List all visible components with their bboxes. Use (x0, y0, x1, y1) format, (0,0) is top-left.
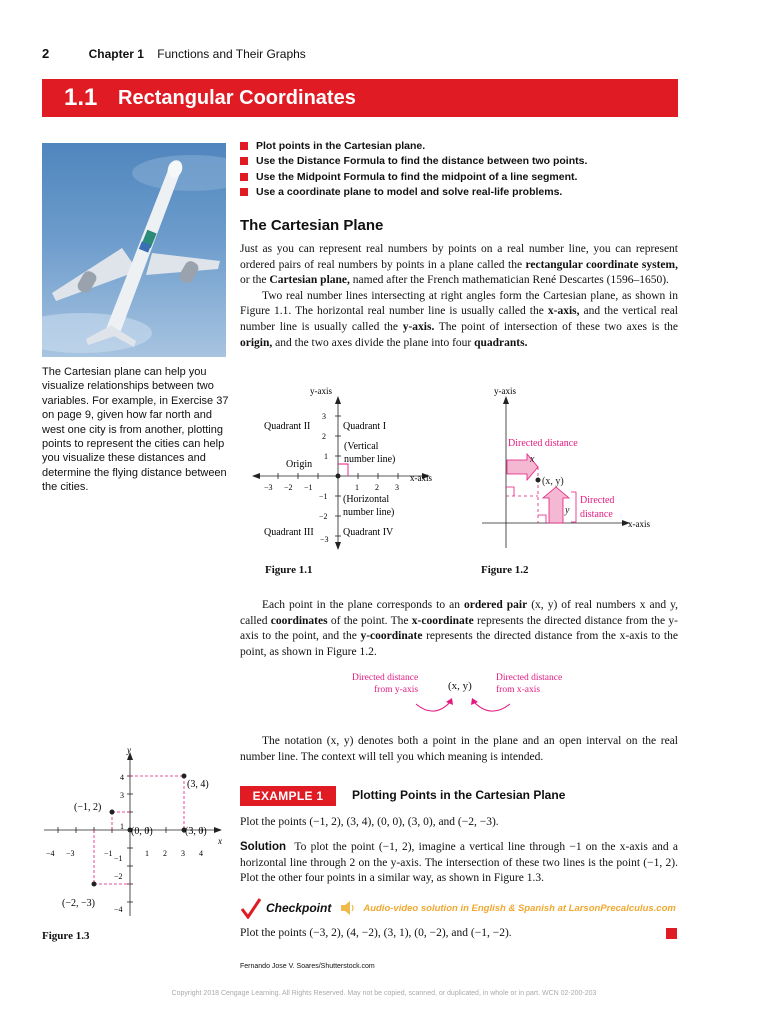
subsection-heading: The Cartesian Plane (240, 217, 384, 234)
figure-1-2-caption: Figure 1.2 (481, 564, 529, 576)
svg-text:4: 4 (199, 849, 203, 858)
svg-text:2: 2 (163, 849, 167, 858)
figure-1-1 (248, 384, 448, 554)
figure-1-3-caption: Figure 1.3 (42, 930, 90, 942)
objective-item: Plot points in the Cartesian plane. (240, 138, 587, 154)
svg-text:−4: −4 (46, 849, 55, 858)
svg-text:−3: −3 (264, 483, 273, 492)
paragraph-3: Each point in the plane corresponds to an ordered pair (x, y) of real numbers x and y, called coordinates of the point. The x-coordinate represents the directed distance from the y-axis to the point, and the y-coordinate represents the directed distance from the x-axis to the point, as shown in Figure 1.2. (240, 599, 679, 658)
svg-text:(3, 0): (3, 0) (185, 826, 207, 837)
point-neg2-neg3 (92, 882, 97, 887)
quadrant-2-label: Quadrant II (264, 421, 311, 432)
objective-item: Use a coordinate plane to model and solve real-life problems. (240, 185, 587, 201)
example-solution: Solution To plot the point (−1, 2), imagine a vertical line through −1 on the x-axis and a horizontal line through 2 on the y-axis. The intersection of these two lines is the point (−1, 2). Plot the other four points in a similar way, as shown in Figure 1.3. (240, 841, 678, 885)
checkpoint-label: Checkpoint (266, 901, 332, 915)
svg-text:x: x (530, 454, 535, 465)
svg-text:−1: −1 (319, 492, 328, 501)
svg-text:−1: −1 (104, 849, 113, 858)
example-badge: EXAMPLE 1 (240, 786, 336, 806)
svg-text:(0, 0): (0, 0) (131, 826, 153, 837)
page-number: 2 (42, 46, 50, 61)
photo-caption: The Cartesian plane can help you visualize relationships between two variables. For example, in Exercise 37 on page 9, given how far north and west one city is from another, plotting points to represent the cities can help you visualize these distances and determine the flying distance between the cities. (42, 366, 229, 494)
svg-text:−3: −3 (320, 535, 329, 544)
fig2-x-axis-label: x-axis (628, 519, 650, 529)
square-bullet-icon (240, 188, 248, 196)
svg-text:−1: −1 (114, 854, 123, 863)
svg-text:1: 1 (145, 849, 149, 858)
svg-text:distance: distance (580, 509, 613, 520)
svg-text:Directed distance: Directed distance (496, 673, 563, 683)
airplane-photo (42, 143, 226, 357)
paragraph-1: Just as you can represent real numbers by points on a real number line, you can represent ordered pairs of real numbers by points in a plane called the rectangular coordinate system, or the Cartesian plane, named after the French mathematician René Descartes (1596–1650). (240, 243, 678, 287)
svg-text:(−2, −3): (−2, −3) (62, 898, 95, 909)
quadrant-3-label: Quadrant III (264, 527, 314, 538)
checkmark-icon (240, 897, 262, 919)
figure-1-2 (474, 384, 674, 554)
svg-text:Directed distance: Directed distance (352, 673, 419, 683)
svg-text:(Horizontal: (Horizontal (343, 494, 390, 505)
quadrant-1-label: Quadrant I (343, 421, 387, 432)
section-header (42, 79, 678, 117)
audio-video-link[interactable]: Audio-video solution in English & Spanish at LarsonPrecalculus.com (363, 902, 676, 914)
svg-text:3: 3 (120, 791, 124, 800)
chapter-label: Chapter 1 (88, 47, 144, 61)
svg-text:3: 3 (395, 483, 399, 492)
fig2-y-axis-label: y-axis (494, 386, 516, 396)
svg-text:3: 3 (322, 412, 326, 421)
svg-text:Directed distance: Directed distance (508, 438, 578, 449)
paragraph-2: Two real number lines intersecting at right angles form the Cartesian plane, as shown in Figure 1.1. The horizontal real number line is usually called the x-axis, and the vertical real number line is usually called the y-axis. The point of intersection of these two axes is the origin, and the two axes divide the plane into four quadrants. (240, 289, 678, 349)
svg-text:−2: −2 (114, 872, 123, 881)
learning-objectives (240, 138, 587, 200)
svg-text:3: 3 (181, 849, 185, 858)
svg-text:1: 1 (355, 483, 359, 492)
point-3-4 (182, 774, 187, 779)
speaker-icon[interactable] (339, 900, 357, 916)
svg-text:y: y (127, 745, 131, 755)
svg-text:2: 2 (375, 483, 379, 492)
running-head (42, 46, 306, 61)
checkpoint-bar (240, 897, 676, 919)
origin-label: Origin (286, 459, 313, 470)
photo-credit: Fernando Jose V. Soares/Shutterstock.com (240, 963, 375, 970)
square-bullet-icon (240, 173, 248, 181)
svg-text:−1: −1 (304, 483, 313, 492)
checkpoint-problem: Plot the points (−3, 2), (4, −2), (3, 1), (0, −2), and (−1, −2). (240, 927, 512, 939)
intro-paragraphs (240, 242, 678, 351)
chapter-title: Functions and Their Graphs (157, 47, 306, 61)
figure-1-1-caption: Figure 1.1 (265, 564, 313, 576)
svg-text:y: y (565, 505, 570, 516)
objective-item: Use the Distance Formula to find the distance between two points. (240, 154, 587, 170)
svg-text:(3, 4): (3, 4) (187, 779, 209, 790)
svg-text:2: 2 (322, 432, 326, 441)
svg-text:−2: −2 (319, 512, 328, 521)
svg-text:(x, y): (x, y) (448, 680, 472, 692)
end-square-icon (666, 928, 677, 939)
svg-text:1: 1 (120, 822, 124, 831)
point-neg1-2 (110, 810, 115, 815)
svg-text:from y-axis: from y-axis (374, 685, 419, 695)
svg-text:1: 1 (324, 452, 328, 461)
svg-text:(Vertical: (Vertical (344, 441, 379, 452)
svg-text:Directed: Directed (580, 495, 615, 506)
objective-item: Use the Midpoint Formula to find the midpoint of a line segment. (240, 169, 587, 185)
airplane-icon (42, 143, 226, 357)
copyright-notice: Copyright 2018 Cengage Learning. All Rights Reserved. May not be copied, scanned, or duplicated, in whole or in part. WCN 02-200-203 (171, 990, 597, 997)
ordered-pair-diagram (340, 668, 580, 724)
example-problem: Plot the points (−1, 2), (3, 4), (0, 0), (3, 0), and (−2, −3). (240, 816, 499, 828)
quadrant-4-label: Quadrant IV (343, 527, 394, 538)
point-xy (536, 478, 541, 483)
square-bullet-icon (240, 142, 248, 150)
origin-point (336, 474, 341, 479)
svg-text:from x-axis: from x-axis (496, 685, 541, 695)
svg-text:−2: −2 (284, 483, 293, 492)
section-number: 1.1 (64, 84, 98, 111)
svg-text:number line): number line) (343, 507, 395, 518)
svg-text:(−1, 2): (−1, 2) (74, 802, 102, 813)
svg-text:4: 4 (120, 773, 124, 782)
svg-text:−4: −4 (114, 905, 123, 914)
section-title: Rectangular Coordinates (118, 87, 356, 109)
svg-text:number line): number line) (344, 454, 396, 465)
paragraph-4: The notation (x, y) denotes both a point in the plane and an open interval on the real number line. The context will tell you which meaning is intended. (240, 735, 678, 763)
svg-text:−3: −3 (66, 849, 75, 858)
fig1-x-axis-label: x-axis (410, 473, 432, 483)
svg-text:x: x (218, 836, 222, 846)
svg-text:(x, y): (x, y) (542, 476, 564, 487)
square-bullet-icon (240, 157, 248, 165)
figure-1-3 (40, 744, 230, 924)
fig1-y-axis-label: y-axis (310, 386, 332, 396)
example-title: Plotting Points in the Cartesian Plane (352, 788, 566, 802)
